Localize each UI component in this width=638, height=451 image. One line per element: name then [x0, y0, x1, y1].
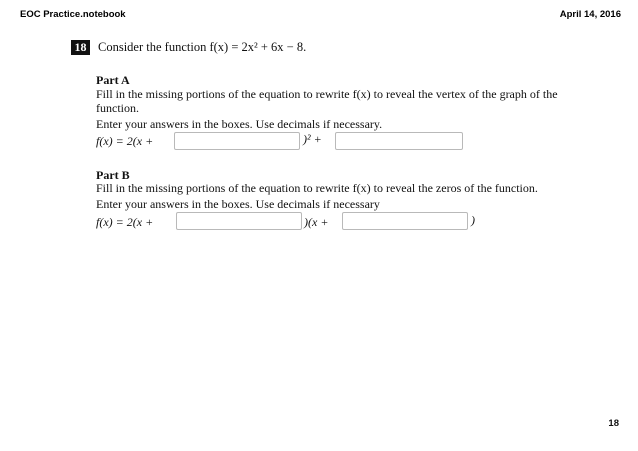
part-b-equation-end: )	[471, 213, 475, 227]
part-b-instruction-1: Fill in the missing portions of the equation to rewrite f(x) to reveal the zeros of the function.	[96, 181, 538, 195]
notebook-title: EOC Practice.notebook	[20, 9, 126, 20]
question-text	[98, 40, 306, 55]
part-a-title: Part A	[96, 73, 130, 87]
part-b-answer-box-2[interactable]	[342, 212, 468, 230]
part-a-instruction-3: Enter your answers in the boxes. Use decimals if necessary.	[96, 117, 383, 131]
page-number: 18	[608, 418, 619, 429]
part-a-answer-box-1[interactable]	[174, 132, 300, 150]
part-a-instruction-2: function.	[96, 101, 139, 115]
part-a-equation-start: f(x) = 2(x +	[96, 134, 154, 148]
part-b-title: Part B	[96, 168, 130, 182]
part-b-equation-start: f(x) = 2(x +	[96, 215, 154, 229]
question-function: f(x) = 2x² + 6x − 8.	[209, 40, 307, 54]
part-a-answer-box-2[interactable]	[335, 132, 463, 150]
part-a-instruction-1: Fill in the missing portions of the equation to rewrite f(x) to reveal the vertex of the graph of the	[96, 87, 558, 101]
part-b-instruction-2: Enter your answers in the boxes. Use decimals if necessary	[96, 197, 380, 211]
part-b-answer-box-1[interactable]	[176, 212, 302, 230]
part-a-equation-mid: )² +	[303, 132, 322, 146]
question-number-badge: 18	[71, 40, 90, 55]
page-date: April 14, 2016	[559, 9, 621, 20]
question-prefix: Consider the function	[98, 40, 210, 54]
part-b-equation-mid: )(x +	[304, 215, 329, 229]
